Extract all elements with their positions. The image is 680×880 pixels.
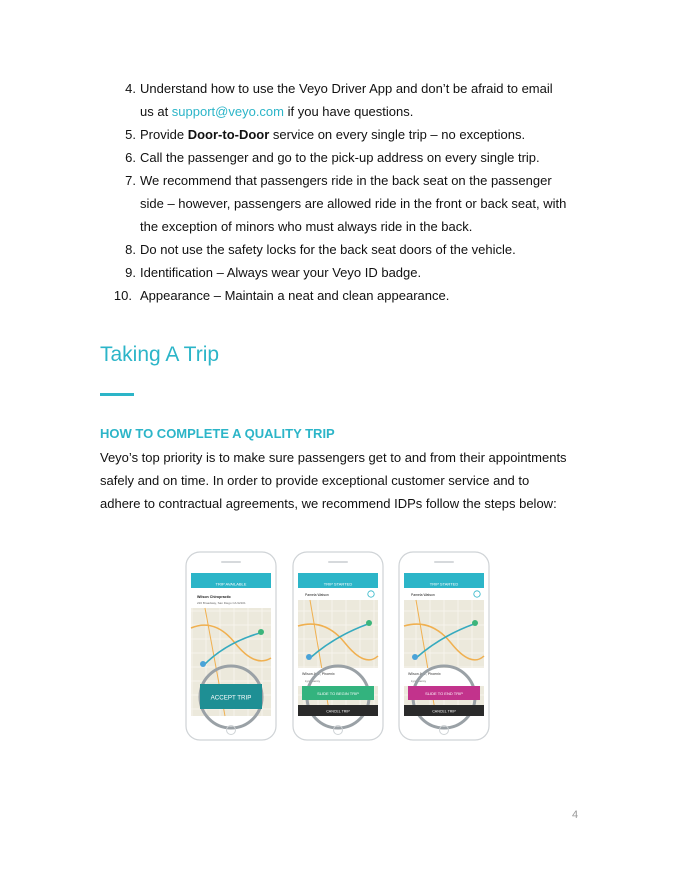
phone1-address: 220 Broadway, San Diego CA 92101 (197, 601, 246, 605)
phone3-address: Wilson Ave, Phoenix (408, 672, 441, 676)
support-email-link[interactable]: support@veyo.com (171, 104, 284, 119)
list-item-8 (112, 238, 587, 261)
list-text: us at (140, 104, 172, 119)
list-text: Call the passenger and go to the pick-up address on every single trip. (140, 150, 540, 165)
list-text: Provide (140, 127, 188, 142)
phone2-header: TRIP STARTED (323, 581, 353, 587)
list-number: 10. (113, 288, 132, 303)
section-divider (100, 393, 134, 396)
intro-paragraph (100, 446, 590, 515)
list-number: 8. (125, 242, 136, 257)
destination-pin-icon (258, 629, 264, 635)
origin-pin-icon (306, 654, 312, 660)
list-item-6 (112, 146, 587, 169)
phone3-passenger: Pamela Watson (411, 593, 435, 597)
door-to-door-emphasis: Door-to-Door (187, 127, 270, 142)
phone2-address: Wilson Ave, Phoenix (302, 672, 335, 676)
list-text: side – however, passengers are allowed ride in the front or back seat, with (140, 196, 567, 211)
phone2-passenger: Pamela Watson (305, 593, 329, 597)
guidelines-list (112, 77, 587, 307)
cancel-trip-label: CANCEL TRIP (432, 709, 456, 714)
list-text: Understand how to use the Veyo Driver App and don’t be afraid to email (140, 81, 553, 96)
destination-pin-icon (366, 620, 372, 626)
phone3-address-secondary: Lynn Jensy (411, 679, 427, 683)
list-number: 4. (125, 81, 136, 96)
list-number: 5. (125, 127, 136, 142)
section-title: Taking A Trip (100, 343, 220, 366)
list-text: service on every single trip – no exceptions. (269, 127, 526, 142)
list-item-5 (112, 123, 587, 146)
list-text: Identification – Always wear your Veyo ID badge. (140, 265, 422, 280)
phone-begin-trip (293, 552, 383, 740)
phone1-header: TRIP AVAILABLE (215, 581, 247, 587)
phone3-header: TRIP STARTED (429, 581, 459, 587)
list-number: 9. (125, 265, 136, 280)
slide-to-begin-label: SLIDE TO BEGIN TRIP (317, 691, 359, 696)
phone-accept-trip (186, 552, 276, 740)
list-number: 7. (125, 173, 136, 188)
phone2-address-secondary: Lynn Jensy (305, 679, 321, 683)
phone-end-trip (399, 552, 489, 740)
destination-pin-icon (472, 620, 478, 626)
paragraph-line: safely and on time. In order to provide exceptional customer service and to (100, 473, 530, 488)
list-item-4 (112, 77, 587, 123)
list-number: 6. (125, 150, 136, 165)
list-text: the exception of minors who must always ride in the back. (140, 219, 473, 234)
app-screenshots-illustration (185, 548, 495, 744)
list-item-9 (112, 261, 587, 284)
list-text: Do not use the safety locks for the back seat doors of the vehicle. (140, 242, 516, 257)
slide-to-end-label: SLIDE TO END TRIP (425, 691, 463, 696)
list-item-7 (112, 169, 587, 238)
paragraph-line: adhere to contractual agreements, we recommend IDPs follow the steps below: (100, 496, 557, 511)
list-item-10 (112, 284, 587, 307)
cancel-trip-label: CANCEL TRIP (326, 709, 350, 714)
origin-pin-icon (412, 654, 418, 660)
paragraph-line: Veyo’s top priority is to make sure passengers get to and from their appointments (100, 450, 567, 465)
list-text: We recommend that passengers ride in the back seat on the passenger (140, 173, 552, 188)
subsection-title: HOW TO COMPLETE A QUALITY TRIP (100, 426, 335, 441)
list-text: Appearance – Maintain a neat and clean appearance. (140, 288, 450, 303)
phone1-destination: Wilson Chiropractic (197, 595, 231, 599)
accept-trip-label: ACCEPT TRIP (210, 694, 252, 702)
list-text: if you have questions. (284, 104, 414, 119)
origin-pin-icon (200, 661, 206, 667)
page-number: 4 (572, 809, 579, 821)
